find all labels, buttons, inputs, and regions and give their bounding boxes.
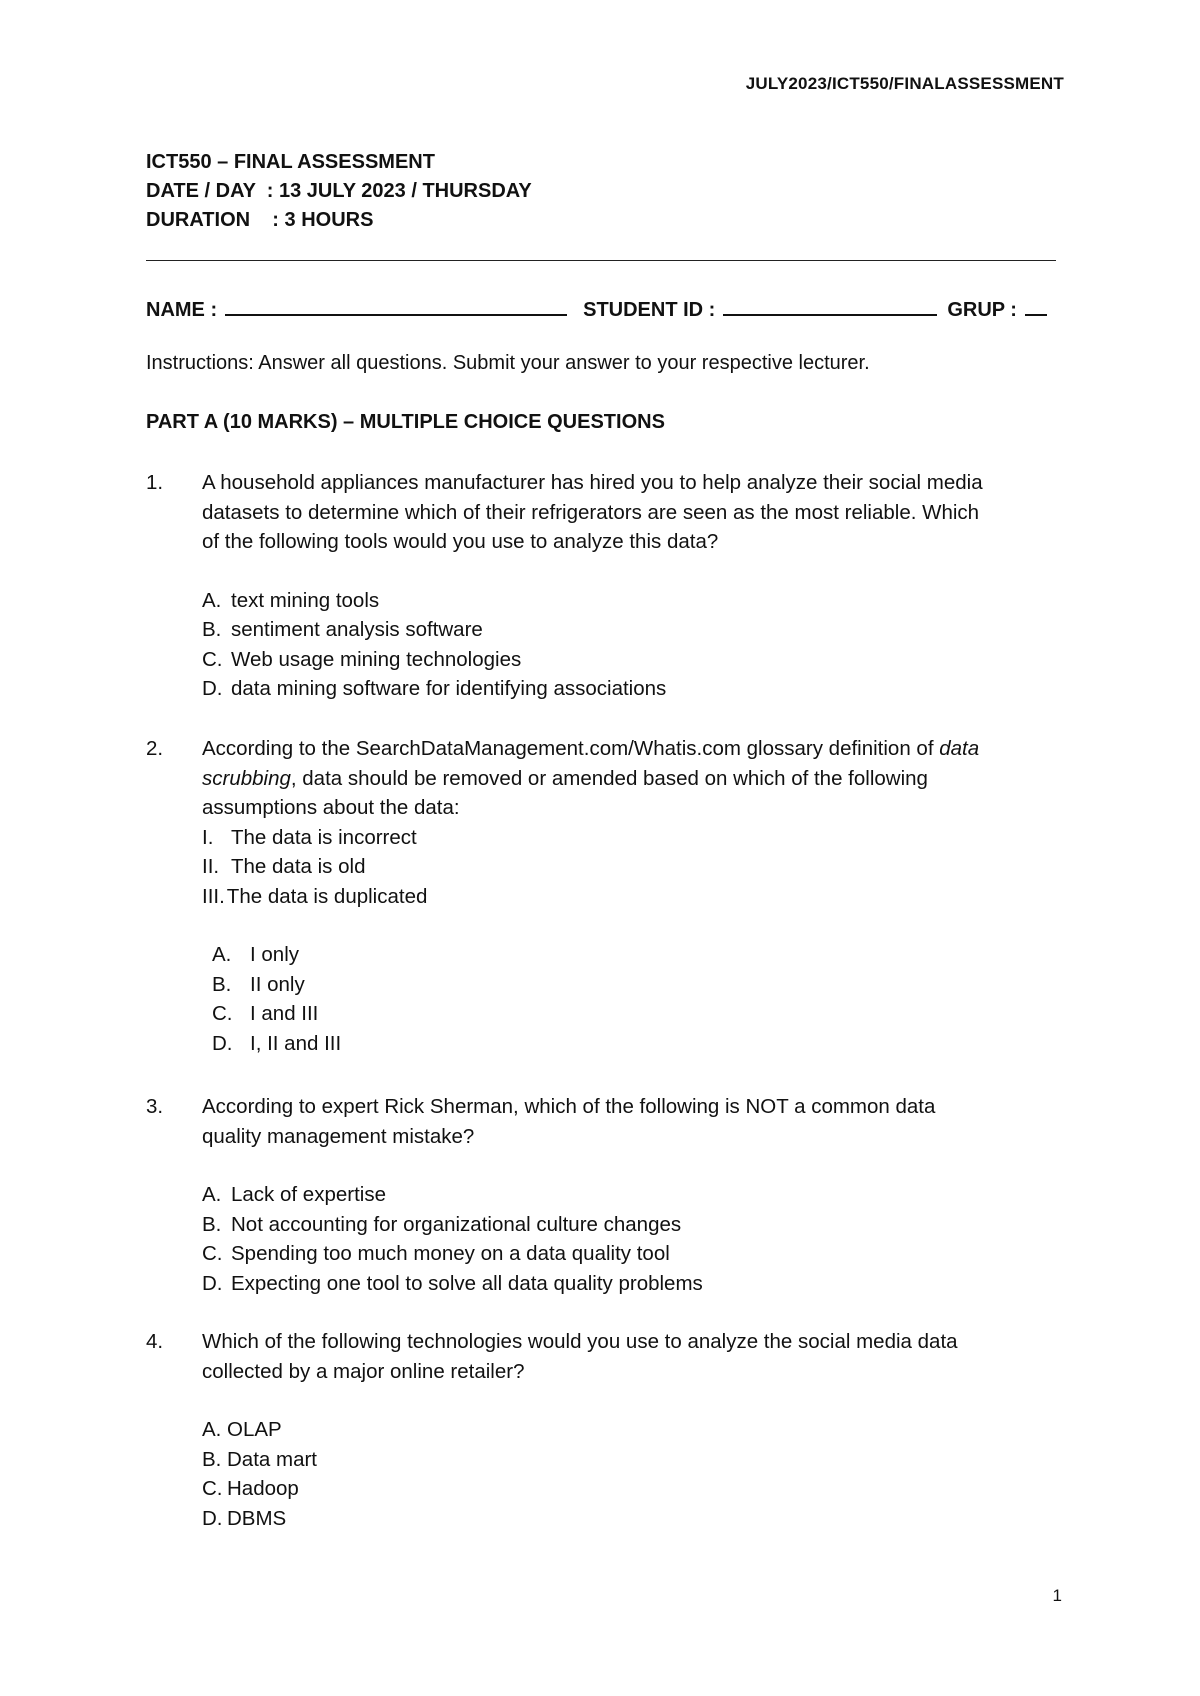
option-text: Data mart (227, 1447, 317, 1471)
instructions: Instructions: Answer all questions. Submit your answer to your respective lecturer. (146, 352, 870, 374)
option-text: Not accounting for organizational culture changes (231, 1212, 682, 1236)
question-text-line: A household appliances manufacturer has hired you to help analyze their social media (202, 471, 983, 494)
question-4 (146, 1327, 1066, 1533)
option-letter: A. (202, 1183, 222, 1206)
option-text: Spending too much money on a data quality tool (231, 1242, 670, 1265)
option-d[interactable] (202, 1504, 1066, 1534)
running-header: JULY2023/ICT550/FINALASSESSMENT (745, 74, 1064, 93)
statement-text: The data is duplicated (226, 884, 428, 908)
header-divider (146, 260, 1056, 261)
option-a[interactable] (202, 586, 1066, 616)
student-id-label: STUDENT ID : (583, 299, 716, 321)
exam-header-block (146, 148, 532, 235)
question-text-segment: , data should be removed or amended based on which of the following (290, 766, 928, 790)
name-label: NAME : (146, 299, 218, 321)
question-text-segment: According to the SearchDataManagement.com/Whatis.com glossary definition of (202, 737, 940, 760)
option-text: I only (250, 943, 299, 966)
duration-value: : 3 HOURS (272, 209, 374, 231)
option-letter: D. (202, 1506, 223, 1530)
question-2 (146, 734, 1066, 1058)
option-d[interactable] (202, 1269, 1066, 1299)
option-text: Lack of expertise (231, 1183, 386, 1206)
statement-number: I. (202, 825, 214, 849)
option-b[interactable] (212, 970, 1066, 1000)
option-a[interactable] (212, 940, 1066, 970)
option-letter: D. (202, 1271, 223, 1295)
statement-number: III. (202, 884, 225, 908)
question-text-line: quality management mistake? (202, 1124, 475, 1148)
question-text-line: of the following tools would you use to analyze this data? (202, 530, 719, 553)
option-letter: D. (202, 677, 223, 700)
question-text-line: According to expert Rick Sherman, which of the following is NOT a common data (202, 1095, 936, 1118)
date-value: : 13 JULY 2023 / THURSDAY (266, 180, 532, 202)
name-field[interactable] (225, 296, 567, 316)
option-b[interactable] (202, 1210, 1066, 1240)
option-letter: C. (202, 1477, 223, 1500)
option-letter: A. (202, 1418, 222, 1441)
question-number: 2. (146, 737, 164, 760)
duration-label: DURATION (146, 209, 273, 231)
option-b[interactable] (202, 1445, 1066, 1475)
option-letter: A. (202, 588, 222, 612)
option-letter: C. (202, 1242, 223, 1265)
question-number: 3. (146, 1095, 164, 1118)
option-letter: C. (202, 647, 223, 671)
statement-ii (202, 852, 1066, 882)
exam-title: ICT550 – FINAL ASSESSMENT (146, 151, 435, 173)
option-letter: D. (212, 1031, 233, 1055)
option-text: I and III (250, 1002, 319, 1025)
option-text: Web usage mining technologies (231, 647, 522, 671)
option-d[interactable] (202, 674, 1066, 704)
part-a-title: PART A (10 MARKS) – MULTIPLE CHOICE QUESTIONS (146, 411, 665, 433)
question-text-line: assumptions about the data: (202, 796, 460, 819)
question-1 (146, 468, 1066, 704)
exam-duration-row (146, 206, 532, 235)
question-text-line (202, 764, 1066, 794)
statement-text: The data is incorrect (231, 825, 417, 849)
option-c[interactable] (202, 1239, 1066, 1269)
option-text: text mining tools (231, 588, 380, 612)
option-c[interactable] (212, 999, 1066, 1029)
option-text: Hadoop (227, 1477, 299, 1500)
option-text: data mining software for identifying associations (231, 677, 667, 700)
option-letter: B. (212, 972, 232, 996)
group-label: GRUP : (947, 299, 1017, 321)
option-b[interactable] (202, 615, 1066, 645)
option-d[interactable] (212, 1029, 1066, 1059)
student-id-field[interactable] (723, 296, 937, 316)
question-text-italic: data (939, 737, 980, 760)
option-text: sentiment analysis software (231, 618, 483, 641)
option-letter: C. (212, 1002, 233, 1025)
option-text: I, II and III (250, 1031, 342, 1055)
statement-number: II. (202, 855, 220, 878)
option-text: Expecting one tool to solve all data quality problems (231, 1271, 703, 1295)
option-c[interactable] (202, 1474, 1066, 1504)
date-label: DATE / DAY (146, 180, 267, 202)
question-number: 4. (146, 1330, 164, 1353)
option-letter: B. (202, 618, 222, 641)
question-text-italic: scrubbing (202, 766, 291, 790)
option-letter: A. (212, 943, 232, 966)
question-text-line: Which of the following technologies would you use to analyze the social media data (202, 1330, 958, 1353)
question-text-line: datasets to determine which of their refrigerators are seen as the most reliable. Which (202, 500, 980, 524)
option-c[interactable] (202, 645, 1066, 675)
page-number: 1 (1052, 1586, 1062, 1605)
option-a[interactable] (202, 1415, 1066, 1445)
group-field[interactable] (1025, 296, 1047, 316)
option-text: II only (250, 972, 305, 996)
statement-text: The data is old (231, 855, 366, 878)
question-text-line: collected by a major online retailer? (202, 1359, 525, 1383)
option-text: DBMS (227, 1506, 287, 1530)
question-3 (146, 1092, 1066, 1298)
student-info-row (146, 296, 1061, 322)
option-letter: B. (202, 1447, 222, 1471)
option-a[interactable] (202, 1180, 1066, 1210)
exam-date-row (146, 177, 532, 206)
statement-iii (202, 882, 1066, 912)
option-letter: B. (202, 1212, 222, 1236)
question-text-line (202, 734, 1066, 764)
option-text: OLAP (227, 1418, 282, 1441)
question-number: 1. (146, 471, 164, 494)
statement-i (202, 823, 1066, 853)
